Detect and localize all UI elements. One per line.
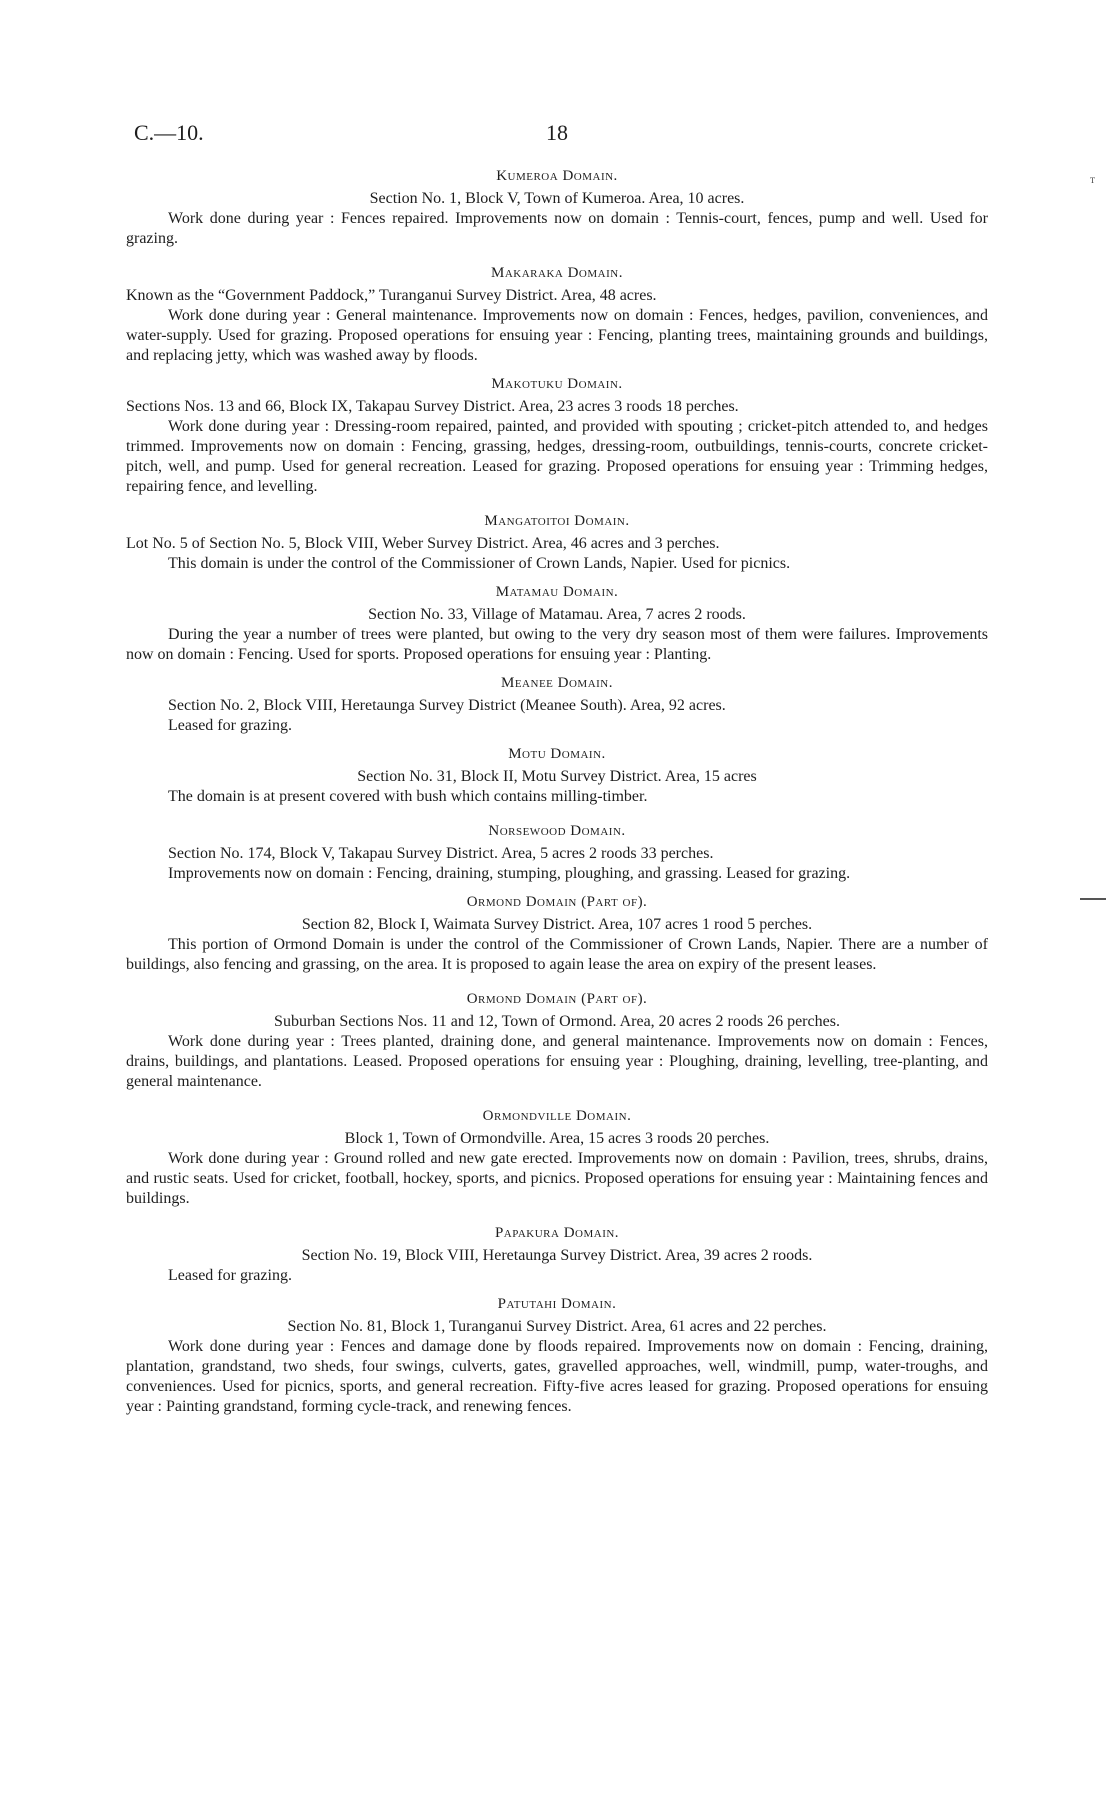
section-body: Work done during year : Fences repaired. Improvements now on domain : Tennis-court, fences, pump and well. Used for grazing. — [126, 210, 988, 247]
page-number: 18 — [546, 120, 568, 145]
section-body: Work done during year : Fences and damage done by floods repaired. Improvements now on domain : Fencing, draining, plantation, grandstand, two sheds, four swings, culverts, gates, gravelled approaches, well, windmill, pump, water-troughs, and conveniences. Used for picnics, sports, and general recreation. Fifty-five acres leased for grazing. Proposed operations for ensuing year : Painting grandstand, forming cycle-track, and renewing fences. — [126, 1338, 988, 1415]
section-description: Section No. 81, Block 1, Turanganui Survey District. Area, 61 acres and 22 perches. — [287, 1318, 827, 1335]
section-title: Meanee Domain. — [501, 675, 613, 691]
section-title: Matamau Domain. — [495, 584, 619, 600]
section-body: This domain is under the control of the Commissioner of Crown Lands, Napier. Used for picnics. — [168, 555, 791, 572]
section-description: Section No. 2, Block VIII, Heretaunga Survey District (Meanee South). Area, 92 acres. — [168, 697, 726, 714]
domain-section — [126, 376, 988, 497]
domain-section — [126, 1225, 988, 1286]
domain-section — [126, 823, 988, 884]
domain-section — [126, 265, 988, 366]
section-description: Section No. 33, Village of Matamau. Area, 7 acres 2 roods. — [368, 606, 746, 623]
section-title: Ormond Domain (Part of). — [466, 991, 648, 1007]
section-title: Ormondville Domain. — [482, 1108, 632, 1124]
section-body: Work done during year : Trees planted, draining done, and general maintenance. Improvements now on domain : Fences, drains, buildings, and plantations. Leased. Proposed operations for ensuing year : Ploughing, draining, levelling, tree-planting, and general maintenance. — [126, 1033, 988, 1090]
section-description: Section No. 19, Block VIII, Heretaunga Survey District. Area, 39 acres 2 roods. — [301, 1247, 813, 1264]
section-body: During the year a number of trees were planted, but owing to the very dry season most of them were failures. Improvements now on domain : Fencing. Used for sports. Proposed operations for ensuing year : Planting. — [126, 626, 988, 663]
section-description: Section No. 174, Block V, Takapau Survey District. Area, 5 acres 2 roods 33 perches. — [168, 845, 714, 862]
domain-section — [126, 746, 988, 807]
domain-section — [126, 1296, 988, 1417]
section-title: Ormond Domain (Part of). — [466, 894, 648, 910]
document-reference: C.—10. — [134, 120, 204, 145]
section-title: Norsewood Domain. — [488, 823, 626, 839]
scan-mark — [1080, 898, 1106, 900]
domain-section — [126, 584, 988, 665]
section-description: Known as the “Government Paddock,” Turanganui Survey District. Area, 48 acres. — [126, 287, 657, 304]
section-body: This portion of Ormond Domain is under the control of the Commissioner of Crown Lands, Napier. There are a number of buildings, also fencing and grassing, on the area. It is proposed to again lease the area on expiry of the present leases. — [126, 936, 988, 973]
section-description: Section No. 31, Block II, Motu Survey District. Area, 15 acres — [357, 768, 757, 785]
section-description: Section No. 1, Block V, Town of Kumeroa. Area, 10 acres. — [369, 190, 745, 207]
section-body: Work done during year : General maintenance. Improvements now on domain : Fences, hedges, pavilion, conveniences, and water-supply. Used for grazing. Proposed operations for ensuing year : Fencing, planting trees, maintaining grounds and buildings, and replacing jetty, which was washed away by floods. — [126, 307, 988, 364]
domain-section — [126, 991, 988, 1092]
section-description: Sections Nos. 13 and 66, Block IX, Takapau Survey District. Area, 23 acres 3 roods 18 perches. — [126, 398, 739, 415]
section-title: Patutahi Domain. — [497, 1296, 617, 1312]
section-title: Kumeroa Domain. — [496, 168, 618, 184]
section-description: Suburban Sections Nos. 11 and 12, Town of Ormond. Area, 20 acres 2 roods 26 perches. — [274, 1013, 840, 1030]
section-title: Papakura Domain. — [494, 1225, 620, 1241]
section-body: Leased for grazing. — [168, 717, 292, 734]
section-body: Work done during year : Ground rolled and new gate erected. Improvements now on domain : Pavilion, trees, shrubs, drains, and rustic seats. Used for cricket, football, hockey, sports, and picnics. Proposed operations for ensuing year : Maintaining fences and buildings. — [126, 1150, 988, 1207]
section-title: Makaraka Domain. — [491, 265, 623, 281]
page-header — [0, 120, 1114, 160]
section-description: Section 82, Block I, Waimata Survey District. Area, 107 acres 1 rood 5 perches. — [301, 916, 813, 933]
scan-mark: ᵀ — [1090, 176, 1096, 191]
section-body: Improvements now on domain : Fencing, draining, stumping, ploughing, and grassing. Leased for grazing. — [168, 865, 851, 882]
section-body: The domain is at present covered with bush which contains milling-timber. — [168, 788, 648, 805]
domain-section — [126, 513, 988, 574]
section-body: Work done during year : Dressing-room repaired, painted, and provided with spouting ; cricket-pitch attended to, and hedges trimmed. Improvements now on domain : Fencing, grassing, hedges, dressing-room, outbuildings, tennis-courts, concrete cricket-pitch, well, and pump. Used for general recreation. Leased for grazing. Proposed operations for ensuing year : Trimming hedges, repairing fence, and levelling. — [126, 418, 988, 495]
section-body: Leased for grazing. — [168, 1267, 292, 1284]
section-description: Lot No. 5 of Section No. 5, Block VIII, Weber Survey District. Area, 46 acres and 3 perches. — [126, 535, 720, 552]
section-title: Makotuku Domain. — [491, 376, 623, 392]
domain-section — [126, 894, 988, 975]
section-description: Block 1, Town of Ormondville. Area, 15 acres 3 roods 20 perches. — [344, 1130, 770, 1147]
domain-list — [126, 168, 988, 1417]
section-title: Mangatoitoi Domain. — [484, 513, 630, 529]
domain-section — [126, 168, 988, 249]
domain-section — [126, 675, 988, 736]
section-title: Motu Domain. — [508, 746, 606, 762]
domain-section — [126, 1108, 988, 1209]
